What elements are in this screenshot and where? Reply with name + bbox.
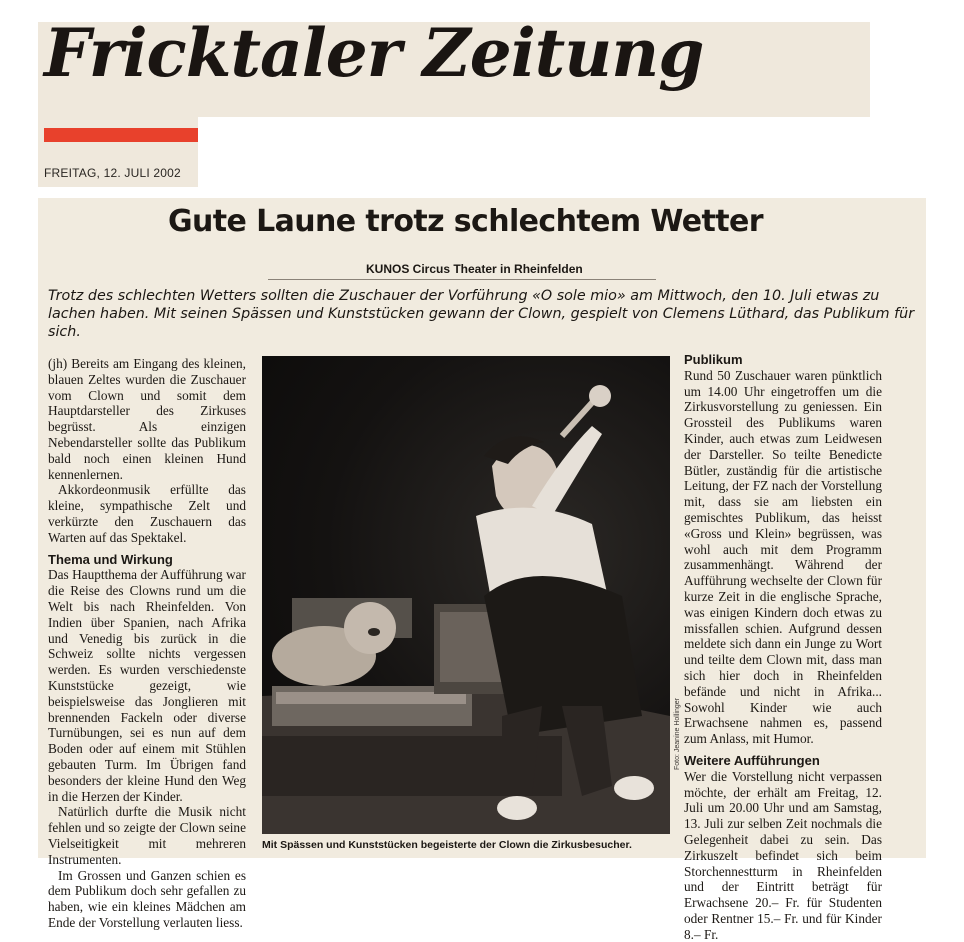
paragraph: Rund 50 Zuschauer waren pünktlich um 14.00 Uhr eingetroffen um die Zirkusvorstellung zu geniessen. Ein Grossteil des Publikums waren Kinder, auch etwas zum Leidwesen der Darsteller. So teilte Benedicte Bütler, zuständig für die artistische Leitung, der FZ nach der Vorstellung mit, dass sie am liebsten ein gemischtes Publikum, das heisst «Gross und Klein» begrüssen, was wohl auch mit dem Programm zusammenhängt. Während der Aufführung wechselte der Clown für kurze Zeit in die englische Sprache, was einigen Kindern doch etwas zu missfallen schien. Aufgrund dessen meldete sich dann ein Junge zu Wort und teilte dem Clown mit, dass man sich hier doch in Rheinfelden befände und nicht in Afrika... Sowohl Kinder wie auch Erwachsene nahmen es, passend zum Anlass, mit Humor. <box>684 367 882 747</box>
article-headline: Gute Laune trotz schlechtem Wetter <box>168 204 763 239</box>
paragraph: Wer die Vorstellung nicht verpassen möchte, der erhält am Freitag, 12. Juli um 20.00 Uhr und am Samstag, 13. Juli zur selben Zeit nochmals die Gelegenheit dabei zu sein. Das Zirkuszelt befindet sich beim Storchennestturm in Rheinfelden und der Eintritt beträgt für Erwachsene 20.– Fr. für Studenten oder Rentner 15.– Fr. und für Kinder 8.– Fr. <box>684 768 882 942</box>
article-column-right <box>684 352 882 942</box>
subheading: Thema und Wirkung <box>48 551 173 567</box>
subheading: Publikum <box>684 352 743 367</box>
kicker-rule <box>268 279 656 280</box>
clown-photo <box>262 356 670 834</box>
article-kicker: KUNOS Circus Theater in Rheinfelden <box>366 262 583 276</box>
article-lead: Trotz des schlechten Wetters sollten die Zuschauer der Vorführung «O sole mio» am Mittwoch, den 10. Juli etwas zu lachen haben. Mit seinen Spässen und Kunststücken gewann der Clown, gespielt von Clemens Lüthard, das Publikum für sich. <box>48 288 915 340</box>
paragraph: (jh) Bereits am Eingang des kleinen, blauen Zeltes wurden die Zuschauer vom Clown und somit dem Hauptdarsteller des Zirkuses begrüsst. Als einzigen Nebendarsteller sollte das Publikum bald noch einen kleinen Hund kennenlernen. <box>48 356 246 482</box>
article-column-left <box>48 356 246 931</box>
publication-date: FREITAG, 12. JULI 2002 <box>44 166 181 180</box>
paragraph: Im Grossen und Ganzen schien es dem Publikum doch sehr gefallen zu haben, wie ein kleines Mädchen am Ende der Vorstellung verlauten liess. <box>48 867 246 930</box>
accent-bar <box>44 128 198 142</box>
photo-credit: Foto: Jeanine Hollinger <box>674 698 681 770</box>
paragraph: Das Hauptthema der Aufführung war die Reise des Clowns rund um die Welt bis nach Rheinfelden. Von Indien über Spanien, nach Afrika und Venedig bis zurück in die Schweiz sollte nichts vergessen werden. Es wurden verschiedenste Kunststücke gezeigt, wie beispielsweise das Jonglieren mit brennenden Fackeln oder diverse Turnübungen, sei es nun auf dem Boden oder auf einem mit Stühlen gebauten Turm. Im Übrigen fand besonders der kleine Hund den Weg in die Herzen der Kinder. <box>48 567 246 804</box>
paragraph: Akkordeonmusik erfüllte das kleine, sympathische Zelt und verkürzte den Zuschauern das Warten auf das Spektakel. <box>48 482 246 545</box>
paragraph: Natürlich durfte die Musik nicht fehlen und so zeigte der Clown seine Vielseitigkeit mit mehreren Instrumenten. <box>48 804 246 867</box>
photo-caption: Mit Spässen und Kunststücken begeisterte der Clown die Zirkusbesucher. <box>262 839 632 851</box>
newspaper-masthead: Fricktaler Zeitung <box>44 14 704 92</box>
subheading: Weitere Aufführungen <box>684 752 820 768</box>
